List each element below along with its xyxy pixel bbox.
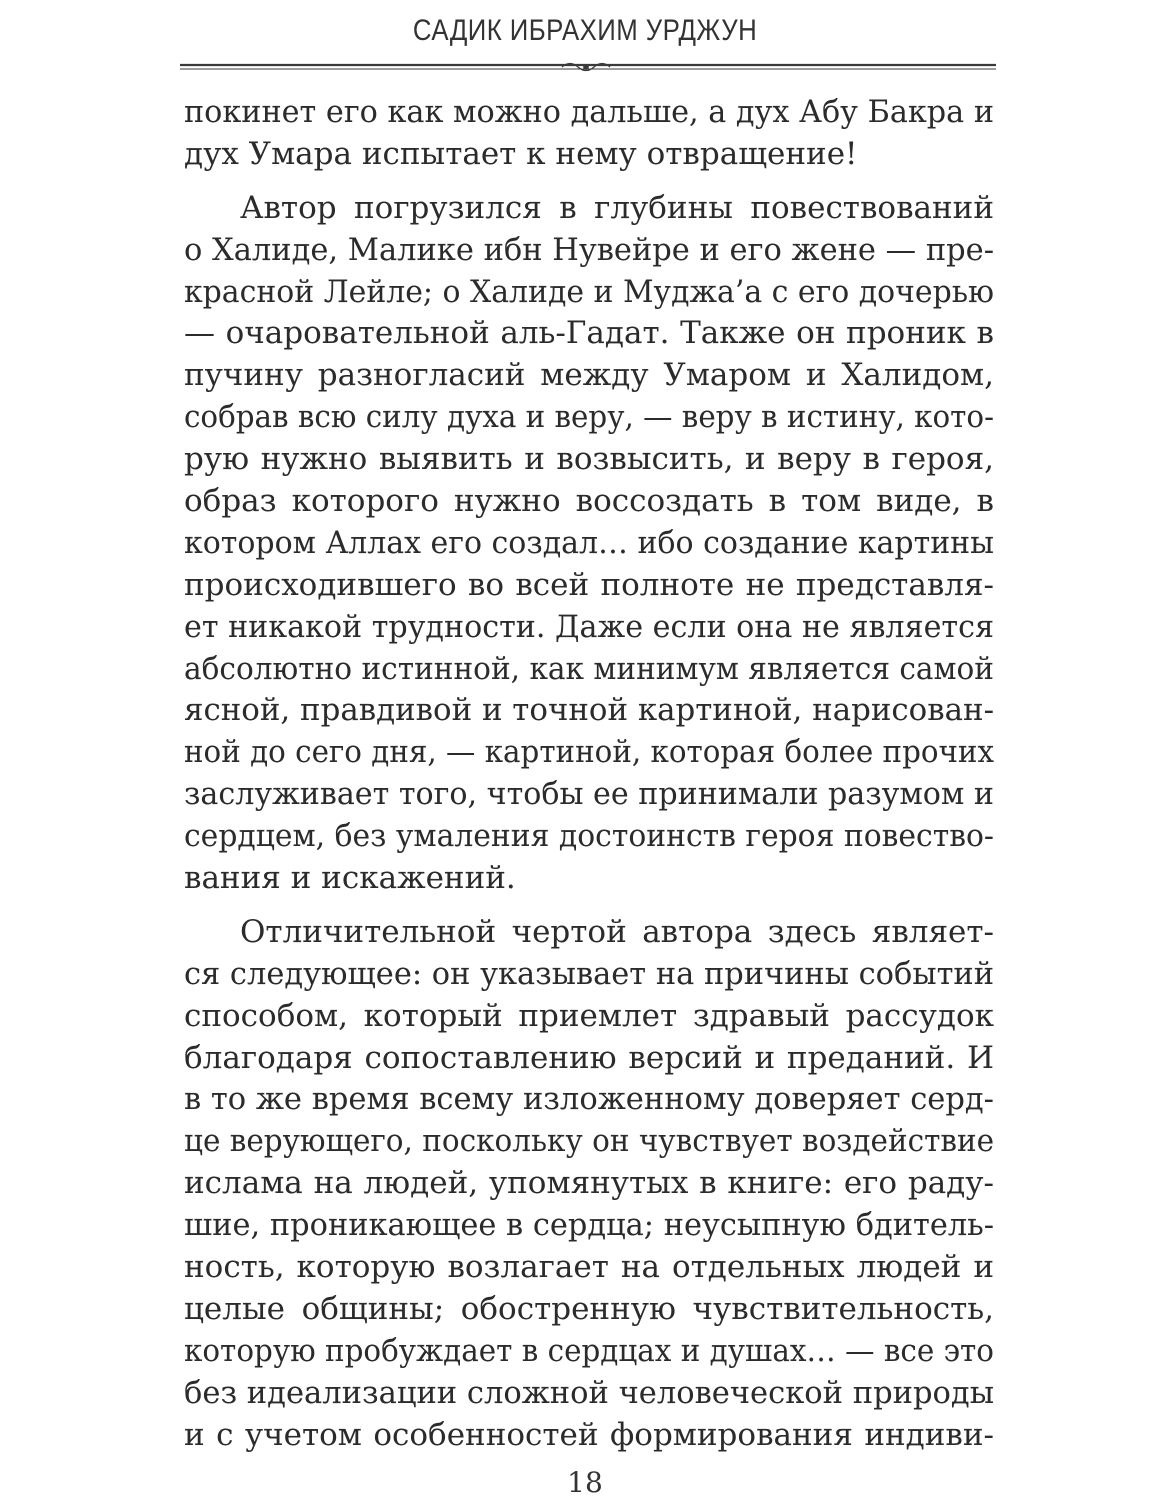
header-ornamental-rule [180, 56, 996, 78]
paragraph-3 [184, 912, 994, 1457]
text-line: без идеализации сложной человеческой природы [184, 1374, 994, 1411]
paragraph-1 [184, 92, 994, 176]
text-line: ясной, правдивой и точной картиной, нарисован- [184, 692, 994, 729]
text-line: ной до сего дня, — картиной, которая более прочих [184, 734, 994, 771]
text-line: Автор погрузился в глубины повествований [240, 189, 994, 226]
text-line: котором Аллах его создал… ибо создание картины [184, 524, 994, 561]
text-line: целые общины; обостренную чувствительность, [184, 1290, 994, 1327]
page-number: 18 [567, 1466, 603, 1499]
text-line: — очаровательной аль-Гадат. Также он проник в [184, 315, 994, 352]
text-line: ность, которую возлагает на отдельных людей и [184, 1249, 994, 1286]
text-line: пучину разногласий между Умаром и Халидом, [184, 357, 994, 394]
text-line: образ которого нужно воссоздать в том виде, в [184, 483, 994, 520]
text-line: рую нужно выявить и возвысить, и веру в героя, [184, 441, 994, 478]
text-line: ся следующее: он указывает на причины событий [184, 955, 994, 992]
text-line: способом, который приемлет здравый рассудок [184, 997, 994, 1034]
text-line: вания и искажений. [184, 860, 516, 897]
text-line: красной Лейле; о Халиде и Муджа’а с его дочерью [184, 273, 994, 310]
text-line: дух Умара испытает к нему отвращение! [184, 135, 858, 172]
text-line: происходившего во всей полноте не представля- [184, 566, 994, 603]
text-line: в то же время всему изложенному доверяет серд- [184, 1081, 994, 1118]
text-line: покинет его как можно дальше, а дух Абу Бакра и [184, 94, 994, 130]
text-line: ет никакой трудности. Даже если она не является [184, 608, 994, 645]
text-line: абсолютно истинной, как минимум является самой [184, 650, 994, 687]
running-head-title: САДИК ИБРАХИМ УРДЖУН [412, 14, 758, 47]
body-text [184, 92, 994, 1457]
text-line: благодаря сопоставлению версий и преданий. И [184, 1039, 994, 1076]
text-line: це верующего, поскольку он чувствует воздействие [184, 1123, 994, 1160]
text-line: и с учетом особенностей формирования индиви- [184, 1416, 994, 1453]
paragraph-2 [184, 188, 994, 900]
text-line: собрав всю силу духа и веру, — веру в истину, кото- [184, 399, 994, 436]
text-line: которую пробуждает в сердцах и душах… — все это [184, 1332, 994, 1369]
text-line: сердцем, без умаления достоинств героя повество- [184, 818, 994, 855]
text-line: Отличительной чертой автора здесь являет- [240, 913, 994, 950]
text-line: заслуживает того, чтобы ее принимали разумом и [184, 776, 994, 813]
text-line: ислама на людей, упомянутых в книге: его раду- [184, 1165, 994, 1202]
text-line: о Халиде, Малике ибн Нувейре и его жене — пре- [184, 231, 994, 268]
text-line: шие, проникающее в сердца; неусыпную бдитель- [184, 1207, 994, 1244]
